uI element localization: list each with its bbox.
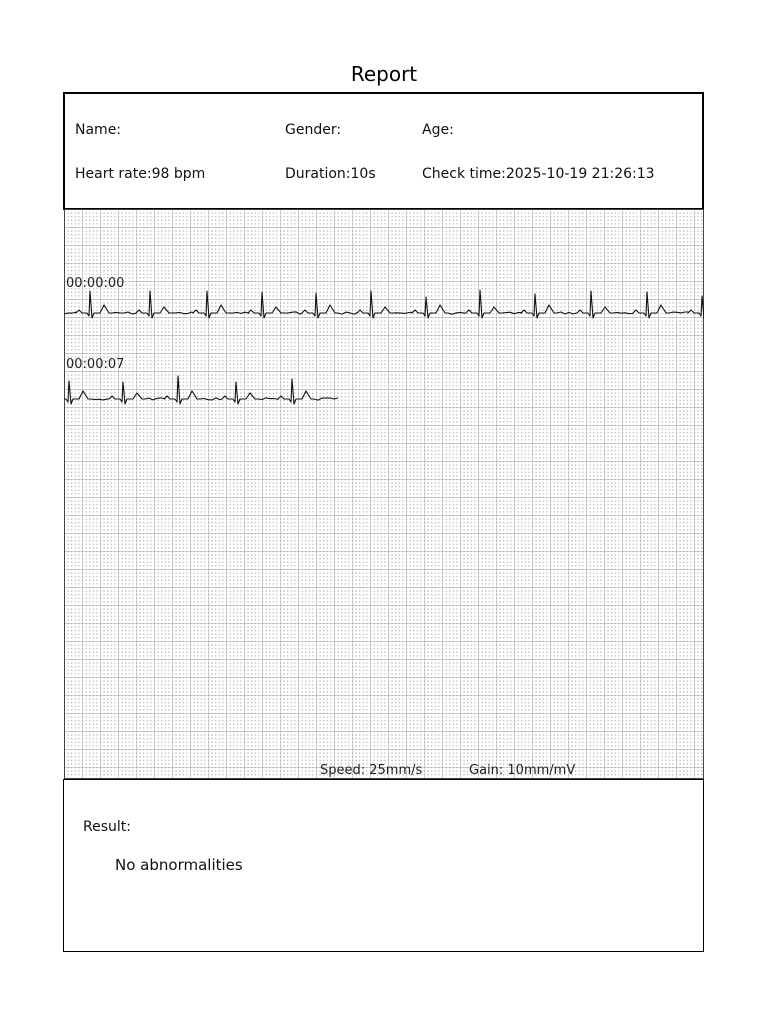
strip-1-timestamp: 00:00:00 <box>66 276 125 291</box>
speed-label: Speed: 25mm/s <box>320 763 423 778</box>
gain-label: Gain: 10mm/mV <box>469 763 576 778</box>
gender-label: Gender: <box>285 122 342 138</box>
result-label: Result: <box>83 819 131 835</box>
ecg-grid <box>64 209 704 779</box>
ecg-grid-paper <box>64 209 704 779</box>
age-label: Age: <box>422 122 454 138</box>
check-time-label: Check time:2025-10-19 21:26:13 <box>422 166 655 182</box>
strip-2-timestamp: 00:00:07 <box>66 357 125 372</box>
duration-label: Duration:10s <box>285 166 376 182</box>
heart-rate-label: Heart rate:98 bpm <box>75 166 206 182</box>
patient-info-panel <box>63 92 704 210</box>
result-text: No abnormalities <box>115 856 243 874</box>
result-panel <box>63 779 704 952</box>
page-title: Report <box>350 62 418 86</box>
name-label: Name: <box>75 122 122 138</box>
